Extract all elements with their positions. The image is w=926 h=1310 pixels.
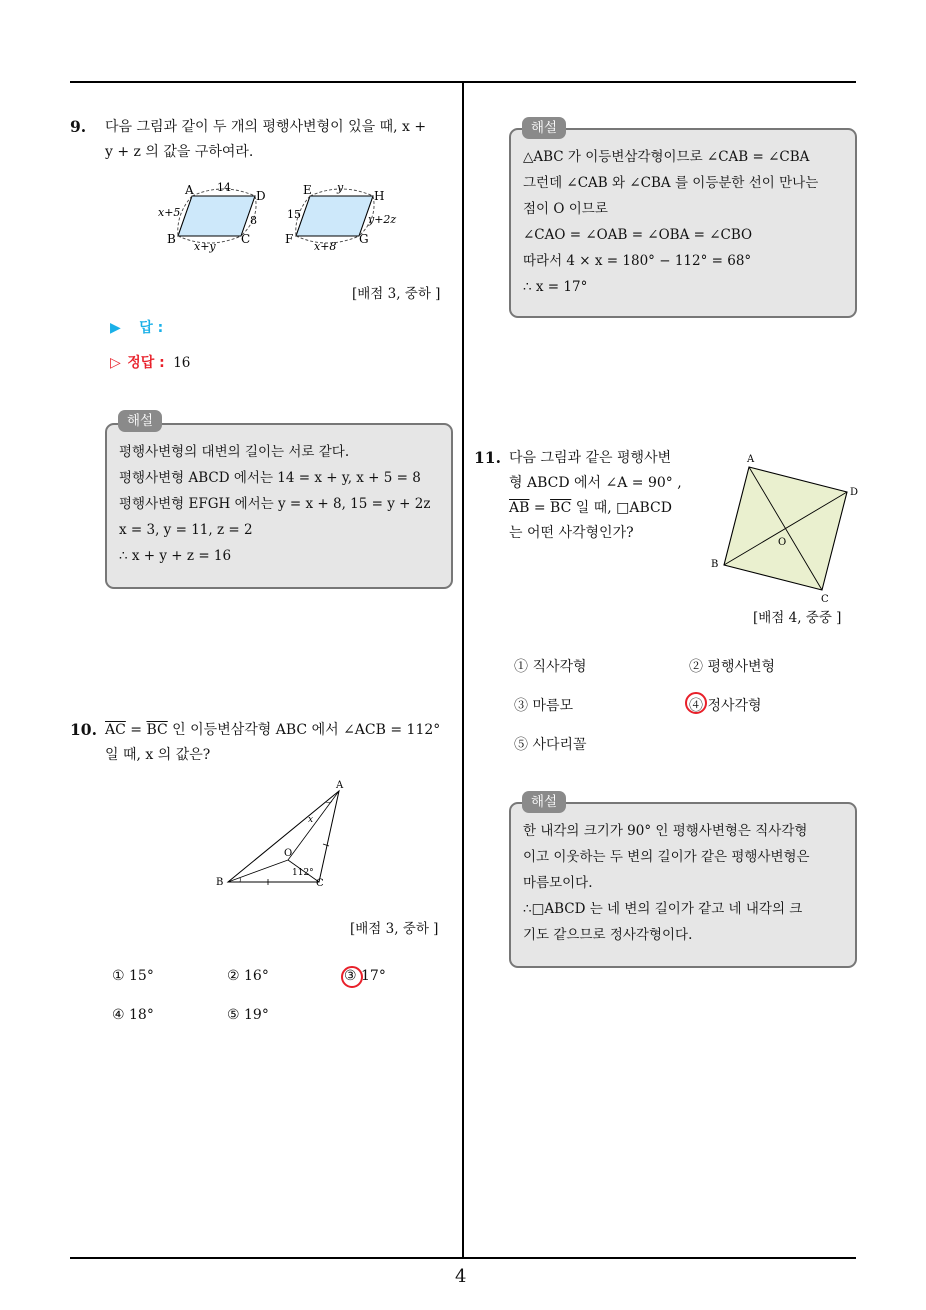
q9-text	[105, 115, 455, 165]
q10-figure	[210, 778, 360, 890]
q9-parallelogram-abcd	[178, 196, 255, 236]
q10-explain-tag: 해설	[522, 117, 566, 139]
q11-label-b: B	[711, 559, 719, 570]
q10-label-a: A	[336, 780, 344, 791]
q9-explain-line1: 평행사변형의 대변의 길이는 서로 같다.	[119, 444, 350, 460]
q11-segment-ab: $\overline{AB}$	[509, 500, 530, 516]
q10-explain-line4: ∠CAO = ∠OAB = ∠OBA = ∠CBO	[523, 227, 753, 243]
q9-explain-tag: 해설	[118, 410, 162, 432]
q11-choice-4[interactable]: ④ 정사각형	[689, 698, 762, 714]
q10-explain-line6: ∴ x = 17°	[523, 279, 588, 295]
play-triangle-icon: ▶	[110, 320, 121, 336]
q9-label-c: C	[241, 232, 251, 246]
q10-explain-line3: 점이 O 이므로	[523, 201, 608, 217]
q11-number: 11.	[474, 448, 501, 467]
q10-label-b: B	[216, 877, 224, 888]
q11-label-o: O	[778, 537, 787, 548]
q9-score: [배점 3, 중하 ]	[352, 286, 441, 302]
q10-line1-rest: 인 이등변삼각형 ABC 에서 ∠ACB = 112°	[167, 722, 441, 738]
q11-line3-rest: 일 때, □ABCD	[571, 500, 672, 516]
q11-explain-line3: 마름모이다.	[523, 875, 593, 891]
q10-explain-box	[509, 128, 857, 318]
q11-text	[509, 446, 694, 546]
q11-segment-bc: $\overline{BC}$	[550, 500, 572, 516]
q9-number: 9.	[70, 117, 87, 136]
q9-label-bc: x+y	[194, 240, 216, 253]
q10-choice-3[interactable]: ③ 17°	[344, 968, 386, 984]
q9-line1: 다음 그림과 같이 두 개의 평행사변형이 있을 때, x +	[105, 119, 427, 135]
q10-triangle	[228, 791, 339, 882]
q10-explain-line5: 따라서 4 × x = 180° − 112° = 68°	[523, 253, 752, 269]
q11-label-c: C	[821, 594, 829, 605]
q9-explain-line3: 평행사변형 EFGH 에서는 y = x + 8, 15 = y + 2z	[119, 496, 431, 512]
q9-line2: y + z 의 값을 구하여라.	[105, 144, 254, 160]
q9-correct-value: 16	[173, 355, 191, 371]
q9-label-h: H	[374, 189, 385, 203]
q11-explain-tag: 해설	[522, 791, 566, 813]
q11-figure	[705, 450, 865, 610]
q11-line1: 다음 그림과 같은 평행사변	[509, 450, 672, 466]
q10-explain-line1: △ABC 가 이등변삼각형이므로 ∠CAB = ∠CBA	[523, 149, 810, 165]
q9-correct-line	[110, 352, 190, 372]
q11-choice-1[interactable]: ① 직사각형	[514, 659, 587, 675]
page-number: 4	[455, 1266, 467, 1287]
q9-label-e: E	[303, 183, 312, 197]
q9-label-fg: x+8	[314, 240, 337, 253]
q9-figure	[150, 178, 410, 253]
q9-explain-line4: x = 3, y = 11, z = 2	[119, 522, 253, 538]
q9-label-ef: 15	[287, 208, 301, 221]
q10-answer-mark	[341, 966, 363, 988]
q9-label-cd: 8	[250, 214, 257, 227]
q10-label-o: O	[284, 848, 293, 859]
q11-line2: 형 ABCD 에서 ∠A = 90° ,	[509, 475, 682, 491]
q9-label-eh: y	[337, 181, 344, 194]
q11-line4: 는 어떤 사각형인가?	[509, 525, 634, 541]
q10-label-x: x	[308, 815, 314, 825]
q11-choice-2[interactable]: ② 평행사변형	[689, 659, 776, 675]
q11-choice-5[interactable]: ⑤ 사다리꼴	[514, 737, 587, 753]
q11-explain-box	[509, 802, 857, 968]
q10-choice-1[interactable]: ① 15°	[112, 968, 154, 984]
q10-equals: =	[125, 722, 147, 738]
q11-explain-line4: ∴□ABCD 는 네 변의 길이가 같고 네 내각의 크	[523, 901, 803, 917]
q10-choice-5[interactable]: ⑤ 19°	[227, 1007, 269, 1023]
q9-label-gh: y+2z	[368, 213, 397, 226]
q9-answer-label: 답 :	[139, 320, 164, 336]
q10-segment-bc: $\overline{BC}$	[146, 722, 168, 738]
q10-choice-4[interactable]: ④ 18°	[112, 1007, 154, 1023]
q11-answer-mark	[685, 692, 707, 714]
q9-label-a: A	[185, 183, 194, 197]
q9-explain-line5: ∴ x + y + z = 16	[119, 548, 232, 564]
q9-answer-line	[110, 317, 163, 337]
q10-number: 10.	[70, 720, 97, 739]
q9-label-b: B	[167, 232, 176, 246]
q11-choice-3[interactable]: ③ 마름모	[514, 698, 574, 714]
q10-text	[105, 718, 460, 768]
q10-choice-2[interactable]: ② 16°	[227, 968, 269, 984]
q11-label-d: D	[850, 487, 859, 498]
q9-label-d: D	[256, 189, 266, 203]
q11-score: [배점 4, 중중 ]	[753, 610, 842, 626]
q11-line3	[509, 496, 694, 521]
q9-explain-line2: 평행사변형 ABCD 에서는 14 = x + y, x + 5 = 8	[119, 470, 421, 486]
q11-equals: =	[529, 500, 551, 516]
q9-label-f: F	[285, 232, 294, 246]
column-divider	[462, 82, 464, 1258]
q10-explain-line2: 그런데 ∠CAB 와 ∠CBA 를 이등분한 선이 만나는	[523, 175, 819, 191]
q11-explain-line5: 기도 같으므로 정사각형이다.	[523, 927, 693, 943]
q11-label-a: A	[747, 454, 755, 465]
q9-explain-box	[105, 423, 453, 589]
q9-parallelogram-efgh	[296, 196, 373, 236]
q9-label-ad: 14	[217, 181, 231, 194]
q10-label-angle: 112°	[292, 868, 314, 878]
q10-line1	[105, 718, 460, 743]
q11-explain-line1: 한 내각의 크기가 90° 인 평행사변형은 직사각형	[523, 823, 808, 839]
q10-score: [배점 3, 중하 ]	[350, 921, 439, 937]
q10-segment-ac: $\overline{AC}$	[105, 722, 126, 738]
q9-label-g: G	[359, 232, 369, 246]
q9-label-ab: x+5	[158, 206, 181, 219]
outline-triangle-icon: ▷	[110, 355, 121, 371]
q9-correct-label: 정답 :	[127, 355, 165, 371]
q10-label-c: C	[316, 878, 324, 889]
q10-line2: 일 때, x 의 값은?	[105, 747, 211, 763]
bottom-rule	[70, 1257, 856, 1259]
q11-explain-line2: 이고 이웃하는 두 변의 길이가 같은 평행사변형은	[523, 849, 810, 865]
